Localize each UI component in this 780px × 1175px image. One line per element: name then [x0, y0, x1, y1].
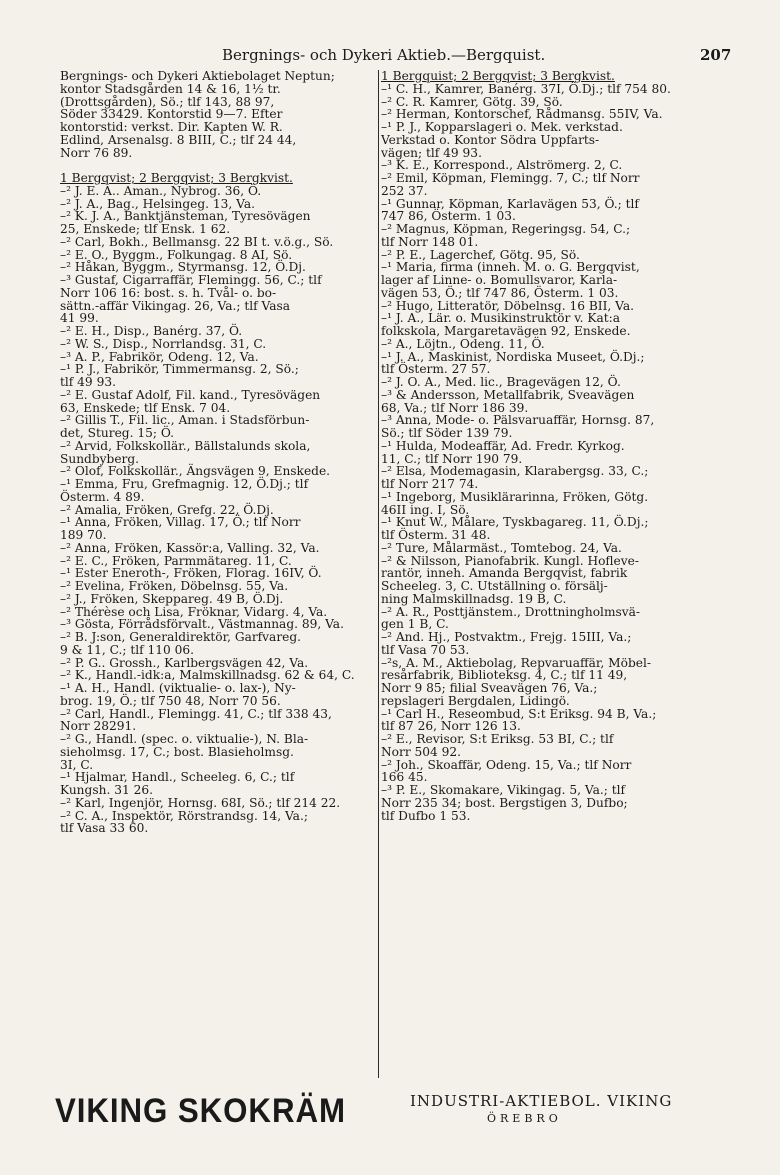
entry-line: Kungsh. 31 26. [60, 783, 153, 797]
entry-line: 68, Va.; tlf Norr 186 39. [381, 400, 529, 415]
entry-line: –² P. G.. Grossh., Karlbergsvägen 42, Va. [60, 655, 309, 670]
entry-line: 11, C.; tlf Norr 190 79. [381, 451, 523, 466]
entry-line: –² C. R. Kamrer, Götg. 39, Sö. [381, 94, 563, 109]
entry-line: –¹ Knut W., Målare, Tyskbagareg. 11, Ö.Dj.; [381, 515, 649, 530]
entry-line: –² G., Handl. (spec. o. viktualie-), N. Bla- [60, 732, 309, 746]
entry-line: 747 86, Österm. 1 03. [381, 209, 516, 224]
entry-line: –² Magnus, Köpman, Regeringsg. 54, C.; [381, 222, 631, 236]
entry-line: resårfabrik, Biblioteksg. 4, C.; tlf 11 49, [381, 668, 628, 683]
page-header [0, 46, 780, 68]
entry-line: tlf Norr 217 74. [381, 477, 479, 491]
entry-line: repslageri Bergdalen, Lidingö. [381, 693, 570, 708]
entry-line: 9 & 11, C.; tlf 110 06. [60, 642, 195, 657]
entry-line: 1 Bergqvist; 2 Bergqvist; 3 Bergkvist. [60, 171, 293, 185]
entry-line: lager af Linne- o. Bomullsvaror, Karla- [381, 273, 618, 287]
entry-line: –³ A. P., Fabrikör, Odeng. 12, Va. [60, 349, 259, 364]
entry-line: 252 37. [381, 183, 428, 198]
entry-line: tlf Norr 148 01. [381, 234, 479, 249]
entry-line: Söder 33429. Kontorstid 9—7. Efter [60, 107, 283, 122]
entry-line: –¹ A. H., Handl. (viktualie- o. lax-), Ny- [60, 681, 296, 695]
entry-line: 46II ing. I, Sö. [381, 502, 470, 517]
entry-line: tlf Vasa 70 53. [381, 642, 470, 657]
entry-line: Norr 504 92. [381, 744, 462, 759]
entry-line: –² Gillis T., Fil. lic., Aman. i Stadsförbun- [60, 413, 310, 428]
entry-line: –² Carl, Handl., Flemingg. 41, C.; tlf 338 43, [60, 706, 332, 721]
entry-line: vägen 53, Ö.; tlf 747 86, Österm. 1 03. [381, 285, 619, 300]
entry-line: tlf Österm. 27 57. [381, 362, 491, 377]
entry-line: –² J. A., Bag., Helsingeg. 13, Va. [60, 196, 255, 211]
entry-line: –¹ Anna, Fröken, Villag. 17, Ö.; tlf Norr [60, 515, 301, 530]
entry-line: –² A., Löjtn., Odeng. 11, Ö. [381, 336, 545, 351]
entry-line: 41 99. [60, 311, 99, 326]
entry-line: tlf Österm. 31 48. [381, 528, 491, 542]
entry-line: –³ & Andersson, Metallfabrik, Sveavägen [381, 387, 635, 402]
entry-line: Edlind, Arsenalsg. 8 BIII, C.; tlf 24 44, [60, 132, 297, 147]
entry-line: –² Karl, Ingenjör, Hornsg. 68I, Sö.; tlf 214 22. [60, 795, 341, 810]
entry-line: tlf Dufbo 1 53. [381, 808, 471, 823]
entry-line: –¹ C. H., Kamrer, Banérg. 37I, Ö.Dj.; tlf 754 80. [381, 81, 671, 96]
entry-line: 166 45. [381, 770, 428, 785]
entry-line: det, Stureg. 15; Ö. [60, 426, 174, 440]
entry-line: –² Joh., Skoaffär, Odeng. 15, Va.; tlf Norr [381, 757, 632, 772]
entry-line: Sö.; tlf Söder 139 79. [381, 426, 513, 440]
right-column [381, 70, 733, 822]
entry-line: –² P. E., Lagerchef, Götg. 95, Sö. [381, 247, 580, 262]
entry-line: –¹ P. J., Fabrikör, Timmermansg. 2, Sö.; [60, 362, 299, 377]
entry-line: –² Olof, Folkskollär., Ängsvägen 9, Enskede. [60, 464, 331, 479]
entry-line: –²s, A. M., Aktiebolag, Repvaruaffär, Möbel- [381, 655, 651, 670]
entry-line: Norr 235 34; bost. Bergstigen 3, Dufbo; [381, 795, 628, 810]
entry-line: sieholmsg. 17, C.; bost. Blasieholmsg. [60, 744, 294, 759]
entry-line: –² Emil, Köpman, Flemingg. 7, C.; tlf Norr [381, 171, 640, 185]
entry-line: 1 Bergquist; 2 Bergqvist; 3 Bergkvist. [381, 70, 615, 83]
entry-line: –² E. Gustaf Adolf, Fil. kand., Tyresövägen [60, 387, 321, 402]
entry-line: kontor Stadsgården 14 & 16, 1½ tr. [60, 81, 281, 96]
ad-brand: VIKING SKOKRÄM [55, 1092, 346, 1130]
entry-line: –² E. H., Disp., Banérg. 37, Ö. [60, 324, 243, 338]
entry-line: –³ K. E., Korrespond., Alströmerg. 2, C. [381, 158, 623, 173]
page-number: 207 [700, 46, 732, 64]
entry-line: –² A. R., Posttjänstem., Drottningholmsvä- [381, 604, 641, 619]
entry-line: –² Evelina, Fröken, Döbelnsg. 55, Va. [60, 579, 289, 593]
entry-line: rantör, inneh. Amanda Bergqvist, fabrik [381, 566, 628, 581]
entry-line: 189 70. [60, 528, 107, 542]
entry-line: –² Thérèse och Lisa, Fröknar, Vidarg. 4, Va. [60, 604, 328, 619]
ad-company: INDUSTRI-AKTIEBOL. VIKING [410, 1092, 673, 1110]
entry-line: –² Arvid, Folkskollär., Bällstalunds skola, [60, 438, 311, 453]
entry-line: –¹ Ingeborg, Musiklärarinna, Fröken, Götg. [381, 489, 649, 504]
entry-line: –² J. E. A.. Aman., Nybrog. 36, Ö. [60, 183, 262, 198]
entry-line: Norr 106 16: bost. s. h. Tvål- o. bo- [60, 285, 277, 300]
entry-line: Bergnings- och Dykeri Aktiebolaget Neptun; [60, 70, 335, 83]
entry-line: –² And. Hj., Postvaktm., Frejg. 15III, Va.; [381, 630, 632, 644]
entry-line: tlf Vasa 33 60. [60, 821, 149, 835]
advertisement [55, 1092, 745, 1132]
entry-line: –³ Gösta, Förrådsförvalt., Västmannag. 89, Va. [60, 617, 344, 632]
running-title: Bergnings- och Dykeri Aktieb.—Bergquist. [222, 46, 546, 64]
entry-line: –² J. O. A., Med. lic., Bragevägen 12, Ö. [381, 375, 621, 389]
entry-line: 3I, C. [60, 757, 94, 772]
entry-line: Norr 9 85; filial Sveavägen 76, Va.; [381, 681, 598, 695]
entry-line: –² C. A., Inspektör, Rörstrandsg. 14, Va.; [60, 808, 308, 823]
entry-line: –² Hugo, Litteratör, Döbelnsg. 16 BII, Va. [381, 298, 634, 313]
entry-line: –¹ Carl H., Reseombud, S:t Eriksg. 94 B, Va.; [381, 706, 657, 721]
entry-line: –² E. O., Byggm., Folkungag. 8 AI, Sö. [60, 247, 293, 262]
entry-line: Österm. 4 89. [60, 489, 145, 504]
entry-line: –² Amalia, Fröken, Grefg. 22, Ö.Dj. [60, 502, 274, 517]
entry-line: 25, Enskede; tlf Ensk. 1 62. [60, 222, 231, 236]
entry-line: tlf 87 26, Norr 126 13. [381, 719, 521, 734]
entry-line: –¹ J. A., Lär. o. Musikinstruktör v. Kat:a [381, 311, 621, 326]
left-column [60, 70, 378, 835]
entry-line: –¹ P. J., Kopparslageri o. Mek. verkstad. [381, 120, 623, 134]
ad-city: ÖREBRO [487, 1112, 562, 1125]
column-divider [378, 70, 379, 1078]
entry-line: –² E., Revisor, S:t Eriksg. 53 BI, C.; tlf [381, 732, 614, 746]
entry-line: –² B. J:son, Generaldirektör, Garfvareg. [60, 630, 302, 644]
entry-line: –¹ Ester Eneroth-, Fröken, Florag. 16IV, Ö. [60, 566, 322, 581]
entry-line: –³ Gustaf, Cigarraffär, Flemingg. 56, C.; tlf [60, 273, 322, 287]
entry-line: sättn.-affär Vikingag. 26, Va.; tlf Vasa [60, 298, 290, 313]
entry-line: –² Anna, Fröken, Kassör:a, Valling. 32, Va. [60, 540, 320, 555]
entry-line: tlf 49 93. [60, 375, 116, 389]
entry-line: –² K. J. A., Banktjänsteman, Tyresövägen [60, 209, 311, 224]
entry-line: –¹ Gunnar, Köpman, Karlavägen 53, Ö.; tlf [381, 196, 639, 211]
entry-line: –² K., Handl.-idk:a, Malmskillnadsg. 62 & 64, C. [60, 668, 355, 683]
entry-line: –² J., Fröken, Skeppareg. 49 B, Ö.Dj. [60, 591, 284, 606]
entry-line: –² Ture, Målarmäst., Tomtebog. 24, Va. [381, 540, 622, 555]
entry-line: –¹ Emma, Fru, Grefmagnig. 12, Ö.Dj.; tlf [60, 477, 309, 491]
entry-line: –² & Nilsson, Pianofabrik. Kungl. Hofleve- [381, 553, 639, 568]
entry-line: Norr 76 89. [60, 145, 133, 160]
entry-line: –² Carl, Bokh., Bellmansg. 22 BI t. v.ö.g., Sö. [60, 234, 334, 249]
entry-line: –² W. S., Disp., Norrlandsg. 31, C. [60, 336, 267, 351]
entry-line: vägen; tlf 49 93. [381, 145, 482, 160]
entry-line: –³ P. E., Skomakare, Vikingag. 5, Va.; tlf [381, 783, 626, 797]
entry-line: –¹ J. A., Maskinist, Nordiska Museet, Ö.Dj.; [381, 349, 645, 364]
entry-line: –¹ Hjalmar, Handl., Scheeleg. 6, C.; tlf [60, 770, 295, 785]
entry-line: –¹ Hulda, Modeaffär, Ad. Fredr. Kyrkog. [381, 438, 625, 453]
entry-line: Scheeleg. 3, C. Utställning o. försälj- [381, 579, 608, 593]
entry-line: –² Herman, Kontorschef, Rådmansg. 55IV, Va. [381, 107, 663, 122]
entry-line: –¹ Maria, firma (inneh. M. o. G. Bergqvist, [381, 260, 640, 275]
entry-line: brog. 19, Ö.; tlf 750 48, Norr 70 56. [60, 693, 281, 708]
entry-line: ning Malmskillnadsg. 19 B, C. [381, 591, 567, 606]
entry-line: kontorstid: verkst. Dir. Kapten W. R. [60, 120, 283, 134]
entry-line: –² E. C., Fröken, Parmmätareg. 11, C. [60, 553, 292, 568]
entry-line: (Drottsgården), Sö.; tlf 143, 88 97, [60, 94, 275, 109]
entry-line: –² Håkan, Byggm., Styrmansg. 12, Ö.Dj. [60, 260, 306, 275]
entry-line: Verkstad o. Kontor Södra Uppfarts- [381, 132, 600, 147]
entry-line: –³ Anna, Mode- o. Pälsvaruaffär, Hornsg. 87, [381, 413, 655, 428]
entry-line: Norr 28291. [60, 719, 137, 734]
entry-line: –² Elsa, Modemagasin, Klarabergsg. 33, C.; [381, 464, 649, 479]
entry-line: folkskola, Margaretavägen 92, Enskede. [381, 324, 631, 338]
entry-line: gen 1 B, C. [381, 617, 449, 632]
entry-line: Sundbyberg. [60, 451, 140, 466]
entry-line: 63, Enskede; tlf Ensk. 7 04. [60, 400, 231, 415]
